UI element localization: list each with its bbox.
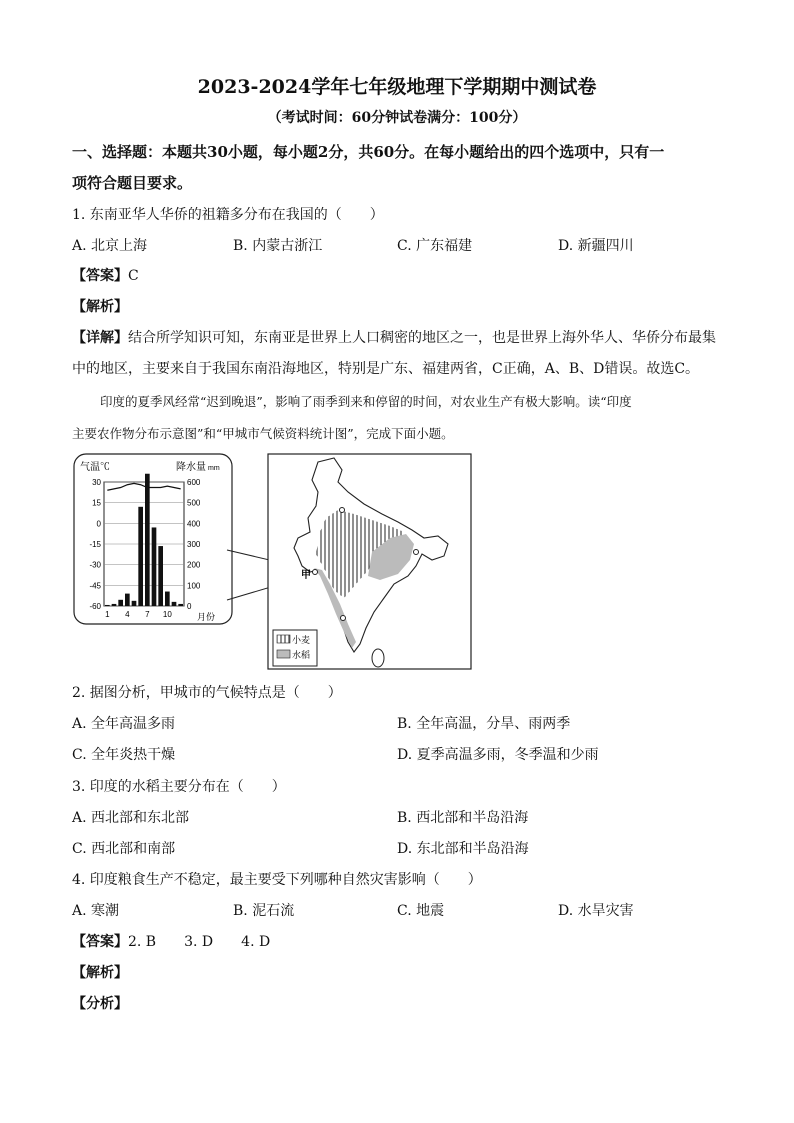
q1-answer	[72, 265, 139, 285]
precip-tick-label: 100	[187, 581, 201, 591]
month-tick-label: 4	[125, 610, 130, 619]
detail-text-1: 结合所学知识可知，东南亚是世界上人口稠密的地区之一，也是世界上海外华人、华侨分布最集	[128, 330, 716, 346]
precip-bar	[152, 527, 157, 606]
detail-tag: 【详解】	[72, 330, 128, 346]
precip-bar	[138, 507, 143, 606]
month-tick-label: 10	[162, 610, 172, 619]
city-marker-east	[414, 550, 419, 555]
city-jia-label: 甲	[301, 570, 311, 581]
q1-detail-line1	[72, 327, 716, 347]
q4-option-d: D. 水旱灾害	[558, 903, 634, 919]
q1-option-b: B. 内蒙古浙江	[233, 238, 323, 254]
sri-lanka	[372, 649, 384, 667]
q3-option-b: B. 西北部和半岛沿海	[397, 810, 529, 826]
temp-tick-label: -15	[89, 540, 101, 549]
figure-climate-and-crop-map	[72, 452, 472, 672]
precip-tick-label: 400	[187, 519, 201, 529]
precip-tick-label: 200	[187, 560, 201, 570]
q1-analysis-tag: 【解析】	[72, 299, 128, 315]
legend-wheat-label: 小麦	[292, 635, 311, 645]
answer-tag: 【答案】	[72, 934, 128, 950]
question-3-stem: 3. 印度的水稻主要分布在（ ）	[72, 779, 286, 795]
temp-tick-label: 30	[92, 478, 101, 487]
q1-detail-line2: 中的地区，主要来自于我国东南沿海地区，特别是广东、福建两省，C正确，A、B、D错误。故选C。	[72, 361, 700, 377]
temp-tick-label: -60	[89, 602, 101, 611]
city-marker-north	[340, 508, 345, 513]
city-marker-south	[341, 616, 346, 621]
precip-bar	[118, 600, 123, 606]
precip-tick-label: 600	[187, 478, 201, 487]
q2-option-b: B. 全年高温，分旱、雨两季	[397, 716, 571, 732]
precip-bar	[158, 546, 163, 606]
q1-option-a: A. 北京上海	[72, 238, 148, 254]
precip-bar	[112, 604, 117, 606]
question-2-stem: 2. 据图分析，甲城市的气候特点是（ ）	[72, 685, 342, 701]
q1-option-d: D. 新疆四川	[558, 238, 634, 254]
legend-rice-label: 水稻	[292, 650, 311, 660]
q3-option-a: A. 西北部和东北部	[72, 810, 190, 826]
analysis-tag: 【解析】	[72, 965, 128, 981]
answer-tag: 【答案】	[72, 268, 128, 284]
temp-tick-label: 0	[96, 519, 101, 529]
temp-axis-label: 气温℃	[80, 462, 110, 473]
passage-line1: 印度的夏季风经常“迟到晚退”，影响了雨季到来和停留的时间，对农业生产有极大影响。读“印度	[100, 394, 632, 409]
answer-value: C	[128, 268, 139, 284]
precip-bar	[132, 601, 137, 606]
page-title: 2023-2024学年七年级地理下学期期中测试卷	[197, 76, 597, 98]
question-1-stem: 1. 东南亚华人华侨的祖籍多分布在我国的（ ）	[72, 207, 384, 223]
question-4-stem: 4. 印度粮食生产不稳定，最主要受下列哪种自然灾害影响（ ）	[72, 872, 482, 888]
legend-wheat-swatch	[277, 635, 290, 643]
precip-bar	[125, 594, 130, 606]
city-jia-marker	[313, 570, 318, 575]
precip-tick-label: 300	[187, 540, 201, 549]
precip-bar	[145, 474, 150, 606]
precip-bar	[172, 602, 177, 606]
month-tick-label: 7	[145, 610, 150, 619]
q4-option-a: A. 寒潮	[72, 903, 120, 919]
precip-bar	[105, 605, 110, 606]
answer-q2: 2. B	[128, 934, 157, 950]
q2-option-d: D. 夏季高温多雨，冬季温和少雨	[397, 747, 599, 763]
precip-bar	[165, 592, 170, 606]
passage-line2: 主要农作物分布示意图”和“甲城市气候资料统计图”，完成下面小题。	[72, 426, 454, 441]
section-heading-line1: 一、选择题：本题共30小题，每小题2分，共60分。在每小题给出的四个选项中，只有一	[72, 143, 665, 161]
precip-bar	[178, 604, 183, 606]
month-axis-label: 月份	[197, 612, 216, 622]
answers-2-4	[72, 931, 270, 951]
answer-q4: 4. D	[241, 934, 271, 950]
q2-option-a: A. 全年高温多雨	[72, 716, 176, 732]
answer-q3: 3. D	[184, 934, 214, 950]
precip-axis-label: 降水量	[176, 462, 206, 473]
temp-tick-label: -30	[89, 560, 101, 570]
temp-tick-label: 15	[92, 498, 101, 508]
q3-option-d: D. 东北部和半岛沿海	[397, 841, 529, 857]
exam-info: （考试时间：60分钟试卷满分：100分）	[267, 110, 527, 126]
precip-tick-label: 500	[187, 498, 201, 508]
map-legend	[273, 630, 317, 666]
precip-axis-unit: mm	[208, 465, 220, 472]
q4-option-b: B. 泥石流	[233, 903, 295, 919]
section-heading-line2: 项符合题目要求。	[72, 174, 193, 192]
fenxi-tag: 【分析】	[72, 996, 128, 1012]
q2-option-c: C. 全年炎热干燥	[72, 747, 176, 763]
precip-tick-label: 0	[187, 602, 192, 611]
q4-option-c: C. 地震	[397, 903, 445, 919]
month-tick-label: 1	[105, 610, 110, 619]
legend-rice-swatch	[277, 650, 290, 658]
q3-option-c: C. 西北部和南部	[72, 841, 176, 857]
q1-option-c: C. 广东福建	[397, 238, 473, 254]
temp-tick-label: -45	[89, 581, 101, 591]
